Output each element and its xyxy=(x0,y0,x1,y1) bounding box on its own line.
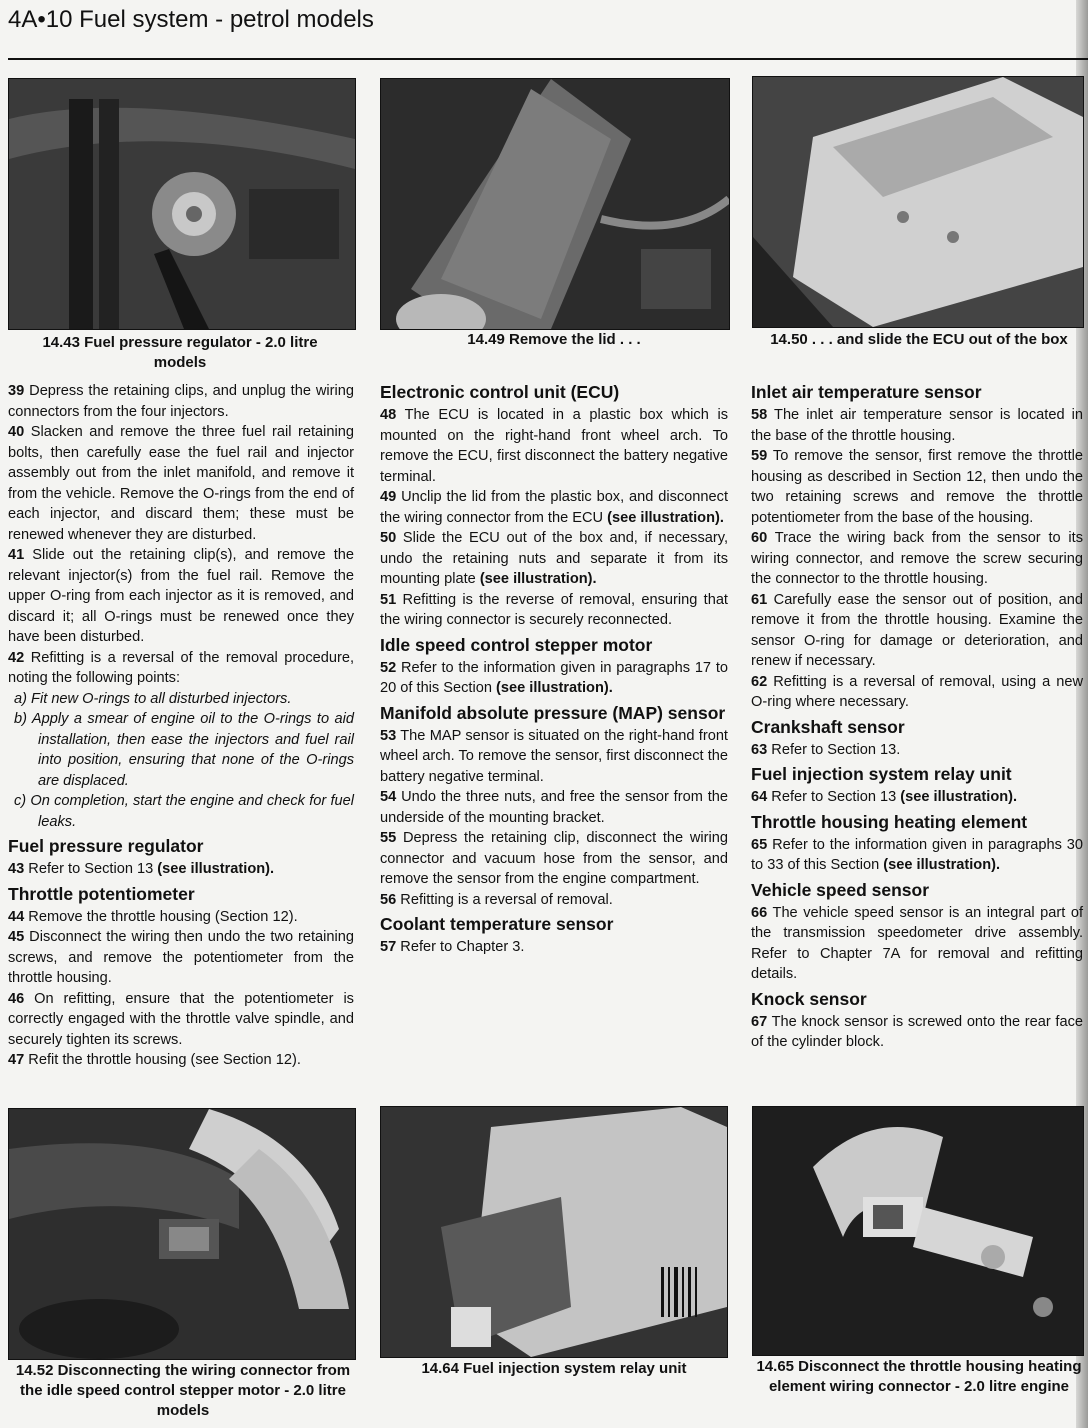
page-header xyxy=(8,6,374,34)
column-1 xyxy=(8,381,354,1071)
heading-inlet-air-temp: Inlet air temperature sensor xyxy=(751,382,982,402)
para-45: 45 Disconnect the wiring then undo the two retaining screws, and remove the potentiometer from the throttle housing. xyxy=(8,929,354,986)
para-44: 44 Remove the throttle housing (Section 12). xyxy=(8,908,298,925)
heading-knock-sensor: Knock sensor xyxy=(751,988,867,1009)
column-2 xyxy=(380,378,728,958)
ecu-lid-photo-icon xyxy=(381,79,729,329)
para-43: 43 Refer to Section 13 (see illustration). xyxy=(8,861,275,877)
para-59: 59 To remove the sensor, first remove the throttle housing as described in Section 12, then undo the two retaining screws and remove the throttle potentiometer from the base of the housing. xyxy=(751,448,1083,526)
heading-idle-speed: Idle speed control stepper motor xyxy=(380,634,653,655)
para-42a: a) Fit new O-rings to all disturbed injectors. xyxy=(14,690,292,707)
para-55: 55 Depress the retaining clip, disconnect the wiring connector and vacuum hose from the sensor, and remove the sensor from the engine compartment. xyxy=(380,830,728,887)
photo-fuel-pressure-regulator xyxy=(8,78,356,330)
caption-14-52: 14.52 Disconnecting the wiring connector from the idle speed control stepper motor - 2.0 litre models xyxy=(15,1362,351,1419)
photo-heating-connector xyxy=(752,1106,1084,1356)
heading-ecu: Electronic control unit (ECU) xyxy=(380,382,620,402)
para-56: 56 Refitting is a reversal of removal. xyxy=(380,891,613,908)
para-65: 65 Refer to the information given in paragraphs 30 to 33 of this Section (see illustration). xyxy=(751,836,1083,873)
heater-connector-photo-icon xyxy=(753,1107,1083,1355)
caption-14-65: 14.65 Disconnect the throttle housing heating element wiring connector - 2.0 litre engine xyxy=(756,1358,1082,1395)
relay-photo-icon xyxy=(381,1107,727,1357)
para-52: 52 Refer to the information given in paragraphs 17 to 20 of this Section (see illustration). xyxy=(380,659,728,696)
caption-14-50: 14.50 . . . and slide the ECU out of the box xyxy=(770,331,1068,348)
para-42b: b) Apply a smear of engine oil to the O-rings to aid installation, then ease the injectors and fuel rail into position, ensuring that none of the O-rings are displaced. xyxy=(14,711,354,789)
heading-map-sensor: Manifold absolute pressure (MAP) sensor xyxy=(380,702,726,723)
heading-throttle-potentiometer: Throttle potentiometer xyxy=(8,883,195,904)
engine-photo-icon xyxy=(9,79,355,329)
para-49: 49 Unclip the lid from the plastic box, and disconnect the wiring connector from the ECU (see illustration). xyxy=(380,489,729,526)
para-42: 42 Refitting is a reversal of the removal procedure, noting the following points: xyxy=(8,649,354,686)
heading-relay-unit: Fuel injection system relay unit xyxy=(751,764,1012,784)
para-58: 58 The inlet air temperature sensor is located in the base of the throttle housing. xyxy=(751,407,1083,444)
para-67: 67 The knock sensor is screwed onto the rear face of the cylinder block. xyxy=(751,1013,1083,1050)
heading-crankshaft: Crankshaft sensor xyxy=(751,716,905,737)
heading-coolant-temp: Coolant temperature sensor xyxy=(380,914,614,934)
para-47: 47 Refit the throttle housing (see Section 12). xyxy=(8,1052,301,1068)
para-42c: c) On completion, start the engine and check for fuel leaks. xyxy=(14,793,354,830)
column-3 xyxy=(751,378,1083,1053)
ecu-box-photo-icon xyxy=(753,77,1083,327)
connector-photo-icon xyxy=(9,1109,355,1359)
para-63: 63 Refer to Section 13. xyxy=(751,741,901,758)
photo-stepper-connector xyxy=(8,1108,356,1360)
heading-fuel-pressure-regulator: Fuel pressure regulator xyxy=(8,836,204,856)
header-rule xyxy=(8,58,1088,60)
para-50: 50 Slide the ECU out of the box and, if necessary, undo the retaining nuts and separate it from its mounting plate (see illustration). xyxy=(380,530,728,587)
photo-ecu-lid xyxy=(380,78,730,330)
para-48: 48 The ECU is located in a plastic box which is mounted on the right-hand front wheel arch. To remove the ECU, first disconnect the battery negative terminal. xyxy=(380,407,728,485)
heading-vehicle-speed: Vehicle speed sensor xyxy=(751,879,930,900)
para-51: 51 Refitting is the reverse of removal, ensuring that the wiring connector is securely reconnected. xyxy=(380,591,728,628)
para-57: 57 Refer to Chapter 3. xyxy=(380,939,525,955)
page-title: Fuel system - petrol models xyxy=(79,6,374,33)
para-40: 40 Slacken and remove the three fuel rail retaining bolts, then carefully ease the fuel rail and injector assembly out from the inlet manifold, and remove it from the vehicle. Remove the O-rings from the end of each injector, and discard them; these must be renewed whenever they are disturbed. xyxy=(8,424,354,543)
para-66: 66 The vehicle speed sensor is an integral part of the transmission speedometer drive assembly. Refer to Chapter 7A for removal and refitting details. xyxy=(751,904,1084,982)
para-61: 61 Carefully ease the sensor out of position, and remove it from the throttle housing. Examine the sensor O-ring for damage or deterioration, and renew if necessary. xyxy=(751,591,1083,669)
caption-14-49: 14.49 Remove the lid . . . xyxy=(467,331,641,348)
para-41: 41 Slide out the retaining clip(s), and remove the relevant injector(s) from the fuel rail. Remove the upper O-ring from each injector as it is removed, and discard it; all O-rings must be renewed once they have been disturbed. xyxy=(8,547,354,645)
photo-ecu-box xyxy=(752,76,1084,328)
para-54: 54 Undo the three nuts, and free the sensor from the underside of the mounting bracket. xyxy=(380,789,728,826)
para-53: 53 The MAP sensor is situated on the right-hand front wheel arch. To remove the sensor, first disconnect the battery negative terminal. xyxy=(380,727,728,785)
caption-14-43: 14.43 Fuel pressure regulator - 2.0 litre models xyxy=(42,334,318,371)
para-39: 39 Depress the retaining clips, and unplug the wiring connectors from the four injectors. xyxy=(8,383,354,420)
para-46: 46 On refitting, ensure that the potentiometer is correctly engaged with the throttle valve spindle, and securely tighten its screws. xyxy=(8,990,354,1048)
caption-14-64: 14.64 Fuel injection system relay unit xyxy=(421,1360,687,1377)
para-64: 64 Refer to Section 13 (see illustration). xyxy=(751,789,1018,805)
para-60: 60 Trace the wiring back from the sensor to its wiring connector, and remove the screw securing the connector to the throttle housing. xyxy=(751,530,1083,587)
page-number: 4A•10 xyxy=(8,6,73,33)
para-62: 62 Refitting is a reversal of removal, using a new O-ring where necessary. xyxy=(751,673,1083,710)
photo-relay-unit xyxy=(380,1106,728,1358)
heading-heating-element: Throttle housing heating element xyxy=(751,811,1028,832)
